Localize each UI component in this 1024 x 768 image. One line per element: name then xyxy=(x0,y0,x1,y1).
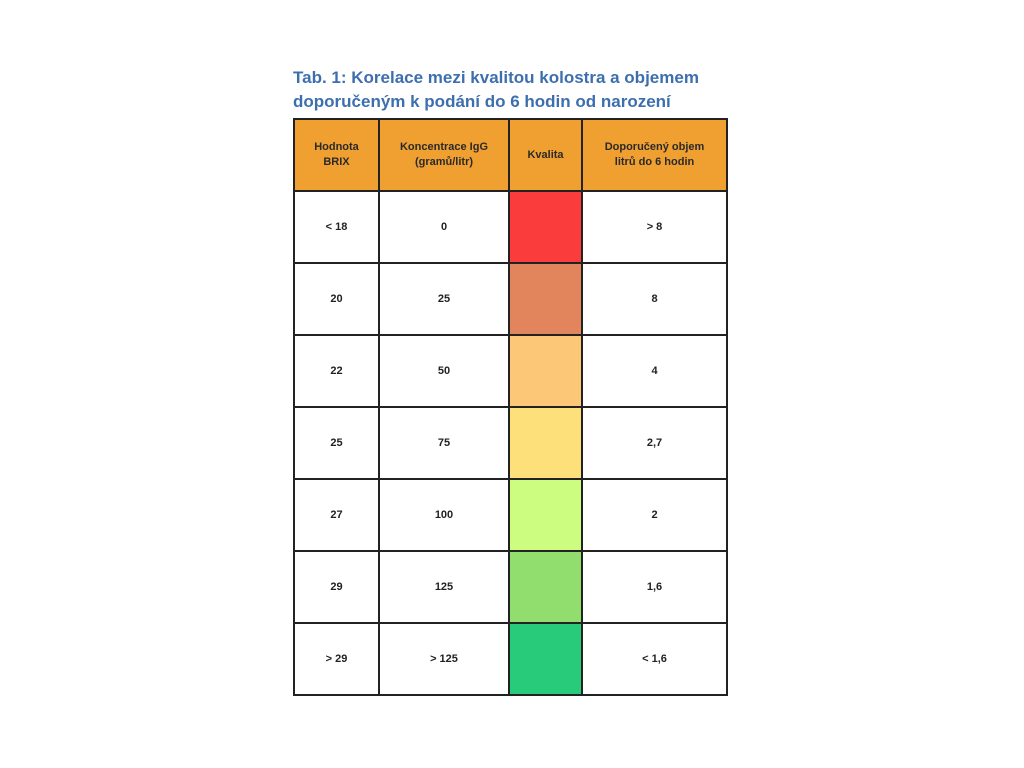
header-igg-line-2: (gramů/litr) xyxy=(414,156,474,168)
header-brix xyxy=(294,119,379,191)
cell-brix: 25 xyxy=(294,407,379,479)
caption-line-2: doporučeným k podání do 6 hodin od narození xyxy=(293,92,671,111)
quality-swatch xyxy=(509,479,582,551)
cell-brix: > 29 xyxy=(294,623,379,695)
table-body xyxy=(294,191,727,695)
table-row xyxy=(294,263,727,335)
table-row xyxy=(294,479,727,551)
cell-igg: 0 xyxy=(379,191,509,263)
cell-igg: 25 xyxy=(379,263,509,335)
header-quality-label: Kvalita xyxy=(527,148,564,161)
quality-swatch xyxy=(509,407,582,479)
header-igg-concentration xyxy=(379,119,509,191)
cell-brix: 29 xyxy=(294,551,379,623)
quality-swatch xyxy=(509,623,582,695)
header-brix-line-2: BRIX xyxy=(323,156,350,168)
header-volume-line-2: litrů do 6 hodin xyxy=(614,156,695,168)
quality-swatch xyxy=(509,191,582,263)
cell-igg: 75 xyxy=(379,407,509,479)
cell-igg: 50 xyxy=(379,335,509,407)
cell-volume: 1,6 xyxy=(582,551,727,623)
cell-brix: 27 xyxy=(294,479,379,551)
table-row xyxy=(294,335,727,407)
quality-swatch xyxy=(509,263,582,335)
cell-igg: > 125 xyxy=(379,623,509,695)
header-row xyxy=(294,119,727,191)
cell-igg: 125 xyxy=(379,551,509,623)
cell-igg: 100 xyxy=(379,479,509,551)
cell-brix: 20 xyxy=(294,263,379,335)
table-caption xyxy=(293,66,753,114)
cell-volume: < 1,6 xyxy=(582,623,727,695)
table-row xyxy=(294,407,727,479)
caption-line-1: Tab. 1: Korelace mezi kvalitou kolostra a objemem xyxy=(293,68,699,87)
header-recommended-volume xyxy=(582,119,727,191)
cell-volume: 2,7 xyxy=(582,407,727,479)
table-row xyxy=(294,191,727,263)
cell-volume: 8 xyxy=(582,263,727,335)
cell-brix: < 18 xyxy=(294,191,379,263)
cell-volume: 2 xyxy=(582,479,727,551)
cell-volume: > 8 xyxy=(582,191,727,263)
header-brix-line-1: Hodnota xyxy=(314,141,359,153)
cell-brix: 22 xyxy=(294,335,379,407)
colostrum-quality-table xyxy=(293,118,728,696)
quality-swatch xyxy=(509,335,582,407)
quality-swatch xyxy=(509,551,582,623)
header-volume-line-1: Doporučený objem xyxy=(604,141,705,153)
cell-volume: 4 xyxy=(582,335,727,407)
table-header xyxy=(294,119,727,191)
header-quality xyxy=(509,119,582,191)
header-igg-line-1: Koncentrace IgG xyxy=(399,141,489,153)
table-row xyxy=(294,623,727,695)
table-row xyxy=(294,551,727,623)
